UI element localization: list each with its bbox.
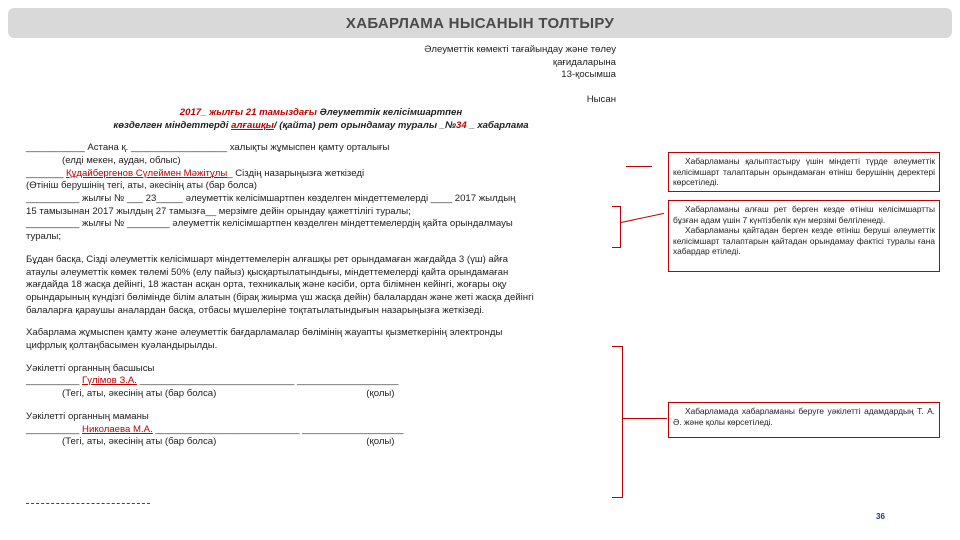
appendix-reference <box>26 44 616 82</box>
headline-date: 2017_ жылғы <box>179 106 246 118</box>
specialist-name: Николаева М.А. <box>82 423 153 435</box>
headline-number: 34 <box>456 119 467 131</box>
headline-line-1 <box>26 107 616 120</box>
callout-deadline-info <box>668 200 940 272</box>
paragraph-line: балаларға қараушы аналардан басқа, отбасы мүшелеріне тоқтатылатындығын назарыңызға жеткізеді. <box>26 304 485 316</box>
headline-text: / (қайта) рет орындамау туралы _№ <box>273 119 457 131</box>
paragraph-line: жағдайда 18 жасқа дейінгі, 18 жастан асқан орта, техникалық және кәсіби, орта білімнен кейінгі, жоғары оқу <box>26 279 507 291</box>
applicant-line <box>26 168 616 181</box>
notification-form-document <box>26 44 616 449</box>
paragraph-line: Хабарлама жұмыспен қамту және әлеуметтік бағдарламалар бөлімінің жауапты қызметкерінің электронды <box>26 327 503 339</box>
blank-field: __________ <box>26 423 83 435</box>
callout-applicant-data <box>668 152 940 192</box>
blank-field: _______ <box>26 167 67 179</box>
headline-text: көзделген міндеттерді <box>113 119 232 131</box>
callout-1-connector <box>626 166 652 167</box>
callout-signatures <box>668 402 940 438</box>
blank-field: ___________________________ ___________________ <box>152 423 404 435</box>
applicant-line-text: _ Сіздің назарыңызға жеткізеді <box>227 167 365 179</box>
headline-text: _ хабарлама <box>466 119 529 131</box>
headline-text: Әлеуметтік келісімшартпен <box>316 106 463 118</box>
callout-3-connector <box>623 418 667 419</box>
callout-text: Хабарламаны алғаш рет берген кезде өтініш келісімшартты бұзған адам үшін 7 күнтізбелік күн мерзімі белгіленеді. <box>673 204 935 225</box>
callout-2-bracket <box>612 206 621 248</box>
headline-date-day: 21 тамыздағы <box>245 106 317 118</box>
signature-line <box>26 375 616 388</box>
callout-text: Хабарламаны қалыптастыру үшін міндетті түрде әлеуметтік келісімшарт талаптарын орындамаған өтініш берушінің деректері көрсетіледі. <box>673 156 935 188</box>
paragraph-line: атаулы әлеуметтік көмек төлемі 50% (елу пайыз) қысқартылатындығы, міндеттемелерді қайта орындамаған <box>26 266 509 278</box>
blank-field: _____________________________ ___________________ <box>136 375 399 387</box>
applicant-caption: (Өтініш берушінің тегі, аты, әкесінің аты (бар болса) <box>26 180 257 192</box>
applicant-block <box>26 142 616 244</box>
page-number: 36 <box>876 512 885 521</box>
contract-line: __________ жылғы № ___ 23_____ әлеуметтік келісімшартпен көзделген міндеттемелерді ____ 2017 жылдың <box>26 193 516 205</box>
callout-text: Хабарламаны қайтадан берген кезде өтініш беруші әлеуметтік келісімшарт талаптарын қайтадан орындамау фактісі туралы ғана хабардар етіледі. <box>673 225 935 257</box>
name-caption: (Тегі, аты, әкесінің аты (бар болса) <box>62 388 217 400</box>
signature-caption-right: (қолы) <box>366 388 395 400</box>
callout-2-connector <box>621 213 664 223</box>
signature-caption-right: (қолы) <box>366 436 395 448</box>
deadline-line: 15 тамызынан 2017 жылдың 27 тамызға__ мерзімге дейін орындау қажеттілігі туралы; <box>26 205 411 217</box>
consequences-paragraph <box>26 254 616 318</box>
blank-field: __________ <box>26 375 83 387</box>
appendix-line: 13-қосымша <box>561 69 616 81</box>
headline-line-2 <box>26 120 616 133</box>
certification-paragraph <box>26 327 616 352</box>
headline-first-time: алғашқы <box>231 119 274 131</box>
signature-caption <box>26 436 616 449</box>
signature-title: Уәкілетті органның басшысы <box>26 362 155 374</box>
page-title: ХАБАРЛАМА НЫСАНЫН ТОЛТЫРУ <box>8 8 952 38</box>
paragraph-line: орындарының күндізгі бөлімінде білім алатын (бірақ жиырма үш жасқа дейін) балалардан және жеті жасқа дейінгі <box>26 291 534 303</box>
signature-caption <box>26 388 616 401</box>
paragraph-line: цифрлық қолтаңбасымен куәландырылды. <box>26 340 218 352</box>
appendix-line: Әлеуметтік көмекті тағайындау және төлеу <box>424 44 616 55</box>
center-caption: (елді мекен, аудан, облыс) <box>62 154 181 166</box>
center-line: ___________ Астана қ. __________________ халықты жұмыспен қамту орталығы <box>26 142 390 154</box>
signature-specialist-block <box>26 411 616 449</box>
repeat-contract-line-end: туралы; <box>26 231 62 243</box>
repeat-contract-line: __________ жылғы № ________ әлеуметтік келісімшартпен көзделген міндеттемелердің қайта орындалмауы <box>26 218 513 230</box>
applicant-name: Құдайбергенов Сүлеймен Мәжітұлы <box>66 167 228 179</box>
head-name: Гүлімов З.А. <box>82 375 137 387</box>
bottom-divider <box>26 503 150 504</box>
paragraph-line: Бұдан басқа, Сізді әлеуметтік келісімшарт міндеттемелерін алғашқы рет орындамаған жағдайда 3 (үш) айға <box>26 253 508 265</box>
name-caption: (Тегі, аты, әкесінің аты (бар болса) <box>62 436 217 448</box>
signature-title: Уәкілетті органның маманы <box>26 410 149 422</box>
form-label: Нысан <box>586 94 616 106</box>
callout-3-bracket <box>612 346 623 498</box>
appendix-line: қағидаларына <box>552 56 616 68</box>
callout-text: Хабарламада хабарламаны беруге уәкілетті адамдардың Т. А. Ә. және қолы көрсетіледі. <box>673 406 935 427</box>
signature-head-block <box>26 363 616 401</box>
signature-line <box>26 424 616 437</box>
